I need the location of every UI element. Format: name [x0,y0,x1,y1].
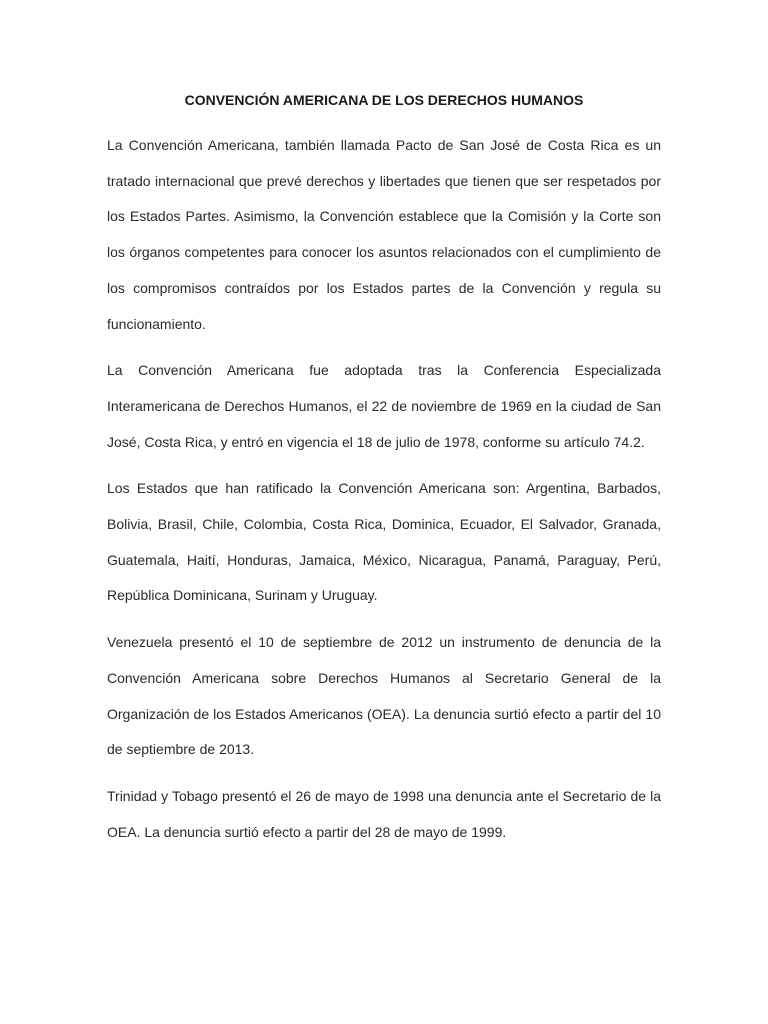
paragraph-denuncia-trinidad-tobago: Trinidad y Tobago presentó el 26 de mayo de 1998 una denuncia ante el Secretario de la OEA. La denuncia surtió efecto a partir del 28 de mayo de 1999. [107,787,661,840]
paragraph-estados-ratificantes: Los Estados que han ratificado la Convención Americana son: Argentina, Barbados, Bolivia, Brasil, Chile, Colombia, Costa Rica, Dominica, Ecuador, El Salvador, Granada, Guatemala, Haití, Honduras, Jamaica, México, Nicaragua, Panamá, Paraguay, Perú, República Dominicana, Surinam y Uruguay. [107,480,661,604]
paragraph-adopcion: La Convención Americana fue adoptada tras la Conferencia Especializada Interamericana de Derechos Humanos, el 22 de noviembre de 1969 en la ciudad de San José, Costa Rica, y entró en vigencia el 18 de julio de 1978, conforme su artículo 74.2. [107,362,661,450]
document-title: CONVENCIÓN AMERICANA DE LOS DERECHOS HUMANOS [184,92,584,108]
paragraph-denuncia-venezuela: Venezuela presentó el 10 de septiembre de 2012 un instrumento de denuncia de la Convención Americana sobre Derechos Humanos al Secretario General de la Organización de los Estados Americanos (OEA). La denuncia surtió efecto a partir del 10 de septiembre de 2013. [107,634,661,758]
document-body [107,128,661,861]
paragraph-pacto-san-jose: La Convención Americana, también llamada Pacto de San José de Costa Rica es un tratado internacional que prevé derechos y libertades que tienen que ser respetados por los Estados Partes. Asimismo, la Convención establece que la Comisión y la Corte son los órganos competentes para conocer los asuntos relacionados con el cumplimiento de los compromisos contraídos por los Estados partes de la Convención y regula su funcionamiento. [107,137,661,332]
